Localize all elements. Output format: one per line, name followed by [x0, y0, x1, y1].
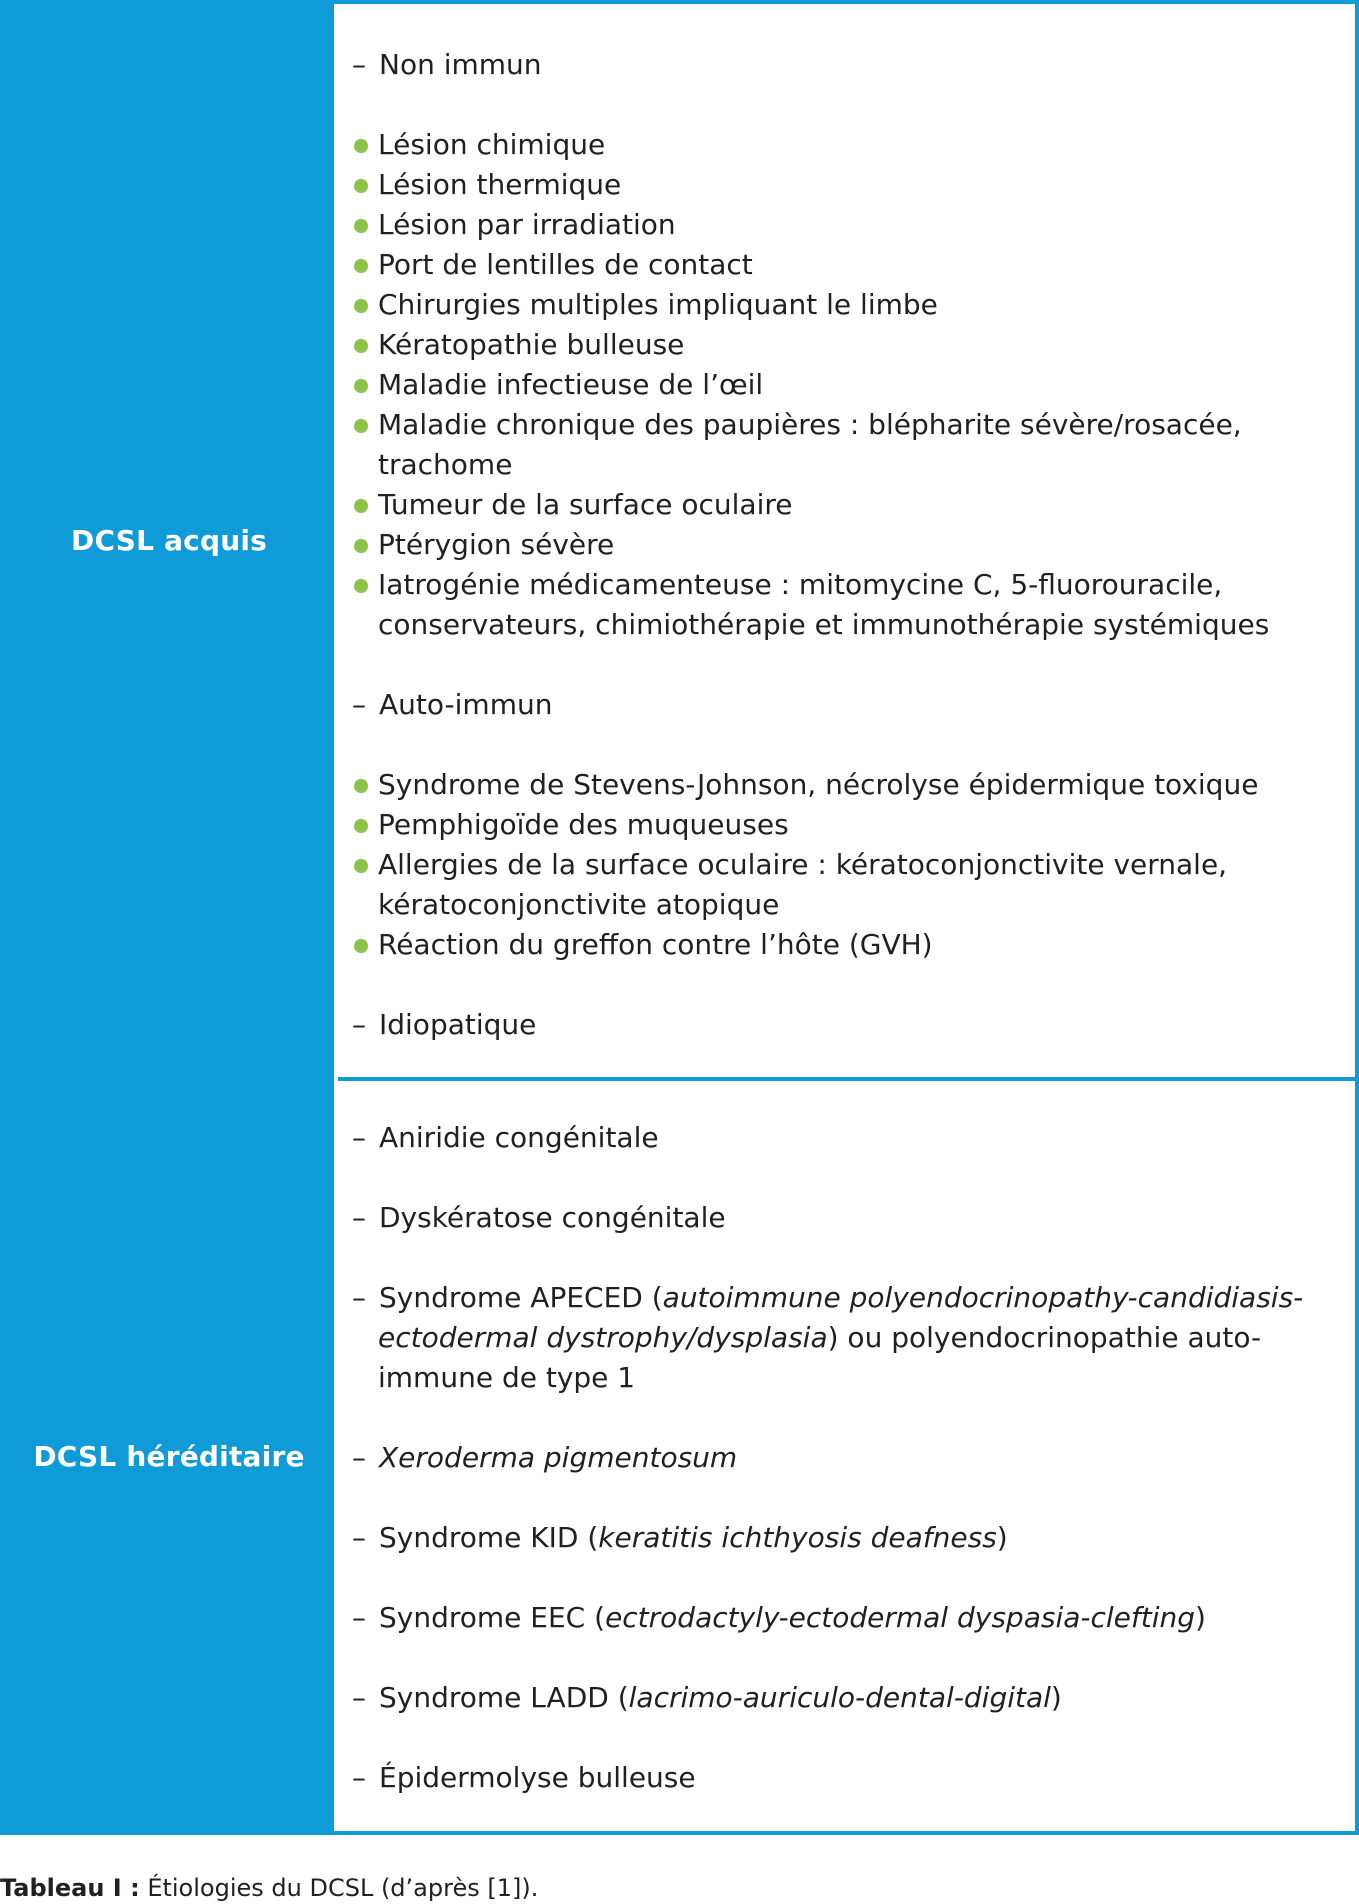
bullet-dot-icon	[354, 579, 368, 593]
bullet-dot-icon	[354, 499, 368, 513]
bullet-item: Port de lentilles de contact	[352, 245, 1355, 285]
bullet-item: Chirurgies multiples impliquant le limbe	[352, 285, 1355, 325]
spacer	[352, 725, 1355, 765]
bullet-item: Lésion chimique	[352, 125, 1355, 165]
content-cell-hereditary	[338, 1081, 1355, 1831]
row-label-hereditary: DCSL héréditaire	[33, 1439, 305, 1473]
bullet-dot-icon	[354, 219, 368, 233]
caption-label: Tableau I :	[0, 1874, 140, 1902]
spacer	[352, 1158, 1355, 1198]
bullet-item-continuation: conservateurs, chimiothérapie et immunothérapie systémiques	[378, 608, 1270, 641]
bullet-item: Maladie infectieuse de l’œil	[352, 365, 1355, 405]
row-label-acquired: DCSL acquis	[71, 524, 267, 557]
bullet-item: Lésion thermique	[352, 165, 1355, 205]
spacer	[352, 1238, 1355, 1278]
bullet-item: Allergies de la surface oculaire : kératoconjonctivite vernale,	[352, 845, 1355, 885]
bullet-dot-icon	[354, 779, 368, 793]
bullet-item: Réaction du greffon contre l’hôte (GVH)	[352, 925, 1355, 965]
item-apeced-cont-2: immune de type 1	[378, 1361, 636, 1394]
item-apeced-cont-1: ectodermal dystrophy/dysplasia) ou polyendocrinopathie auto-	[378, 1321, 1262, 1354]
bullet-dot-icon	[354, 259, 368, 273]
heading-auto-immune: – Auto-immun	[352, 688, 553, 721]
bullet-dot-icon	[354, 299, 368, 313]
item-epidermolysis: – Épidermolyse bulleuse	[352, 1761, 696, 1794]
bullet-item: Pemphigoïde des muqueuses	[352, 805, 1355, 845]
bullet-item: Lésion par irradiation	[352, 205, 1355, 245]
table-caption	[0, 1872, 538, 1904]
bullet-dot-icon	[354, 859, 368, 873]
item-ladd: – Syndrome LADD (lacrimo-auriculo-dental-digital)	[352, 1681, 1062, 1714]
bullet-dot-icon	[354, 939, 368, 953]
bullet-item-continuation: trachome	[378, 448, 513, 481]
bullet-item: Kératopathie bulleuse	[352, 325, 1355, 365]
bullet-dot-icon	[354, 819, 368, 833]
item-xeroderma: – Xeroderma pigmentosum	[352, 1441, 738, 1474]
bullet-item: Iatrogénie médicamenteuse : mitomycine C, 5-fluorouracile,	[352, 565, 1355, 605]
bullet-item: Tumeur de la surface oculaire	[352, 485, 1355, 525]
bullet-item: Ptérygion sévère	[352, 525, 1355, 565]
content-cell-acquired	[338, 4, 1355, 1077]
bullet-dot-icon	[354, 419, 368, 433]
spacer	[352, 1558, 1355, 1598]
non-immune-list	[352, 125, 1355, 645]
heading-idiopathic: – Idiopatique	[352, 1008, 537, 1041]
caption-text: Étiologies du DCSL (d’après [1]).	[139, 1874, 539, 1902]
item-aniridia: – Aniridie congénitale	[352, 1121, 659, 1154]
item-apeced: – Syndrome APECED (autoimmune polyendocrinopathy-candidiasis-	[352, 1281, 1304, 1314]
bullet-dot-icon	[354, 539, 368, 553]
spacer	[352, 1398, 1355, 1438]
spacer	[352, 965, 1355, 1005]
spacer	[352, 645, 1355, 685]
bullet-dot-icon	[354, 179, 368, 193]
spacer	[352, 1718, 1355, 1758]
spacer	[352, 1638, 1355, 1678]
bullet-item: Maladie chronique des paupières : blépharite sévère/rosacée,	[352, 405, 1355, 445]
item-kid: – Syndrome KID (keratitis ichthyosis deafness)	[352, 1521, 1008, 1554]
bullet-item-continuation: kératoconjonctivite atopique	[378, 888, 780, 921]
spacer	[352, 1478, 1355, 1518]
label-cell-hereditary	[4, 1081, 334, 1831]
row-acquired	[4, 4, 1355, 1077]
label-cell-acquired	[4, 4, 334, 1077]
bullet-dot-icon	[354, 379, 368, 393]
item-dyskeratosis: – Dyskératose congénitale	[352, 1201, 726, 1234]
item-eec: – Syndrome EEC (ectrodactyly-ectodermal dyspasia-clefting)	[352, 1601, 1206, 1634]
bullet-dot-icon	[354, 339, 368, 353]
spacer	[352, 85, 1355, 125]
bullet-dot-icon	[354, 139, 368, 153]
bullet-item: Syndrome de Stevens-Johnson, nécrolyse épidermique toxique	[352, 765, 1355, 805]
auto-immune-list	[352, 765, 1355, 965]
heading-non-immune: – Non immun	[352, 48, 542, 81]
row-hereditary	[4, 1081, 1355, 1831]
